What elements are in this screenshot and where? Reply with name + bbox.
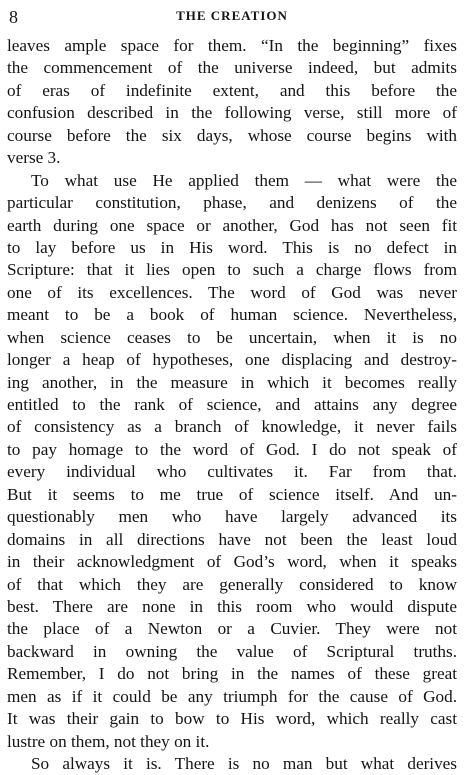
text-line: the commencement of the universe indeed, but admits	[7, 58, 457, 78]
page-number: 8	[9, 7, 18, 27]
text-line: confusion described in the following verse, still more of	[7, 103, 457, 123]
text-line: verse 3.	[7, 148, 61, 168]
text-line: men as if it could be any triumph for the cause of God.	[7, 686, 457, 706]
text-line: domains in all directions have not been the least loud	[7, 529, 457, 549]
running-head	[0, 4, 464, 26]
text-line: particular constitution, phase, and denizens of the	[7, 193, 457, 213]
text-line: lustre on them, not they on it.	[7, 731, 210, 751]
text-line: Remember, I do not bring in the names of these great	[7, 664, 457, 684]
text-line: backward in owning the value of Scriptural truths.	[7, 641, 457, 661]
text-line: So always it is. There is no man but what derives	[31, 754, 457, 773]
text-line: But it seems to me true of science itself. And un-	[7, 484, 457, 504]
text-line: of eras of indefinite extent, and this before the	[7, 80, 457, 100]
text-line: every individual who cultivates it. Far from that.	[7, 462, 457, 482]
text-line: one of its excellences. The word of God was never	[7, 282, 457, 302]
text-line: It was their gain to bow to His word, which really cast	[7, 709, 457, 729]
text-line: the place of a Newton or a Cuvier. They were not	[7, 619, 457, 639]
text-line: entitled to the rank of science, and attains any degree	[7, 395, 457, 414]
text-line: in their acknowledgment of God’s word, when it speaks	[7, 552, 457, 572]
text-line: best. There are none in this room who would dispute	[7, 596, 457, 616]
text-line: to lay before us in His word. This is no defect in	[7, 237, 457, 257]
text-line: ing another, in the measure in which it becomes really	[7, 372, 457, 392]
running-title: THE CREATION	[176, 8, 288, 23]
text-line: To what use He applied them — what were the	[31, 170, 457, 190]
body-text	[7, 35, 457, 775]
text-line: leaves ample space for them. “In the beginning” fixes	[7, 36, 457, 55]
text-line: meant to be a book of human science. Nevertheless,	[7, 305, 457, 325]
text-line: Scripture: that it lies open to such a charge flows from	[7, 260, 457, 280]
text-line: when science ceases to be uncertain, when it is no	[7, 327, 457, 347]
text-line: course before the six days, whose course begins with	[7, 125, 457, 145]
text-line: longer a heap of hypotheses, one displacing and destroy-	[7, 350, 457, 370]
text-line: earth during one space or another, God has not seen fit	[7, 215, 457, 235]
text-line: of that which they are generally considered to know	[7, 574, 457, 594]
text-line: of consistency as a branch of knowledge, it never fails	[7, 417, 457, 437]
text-line: to pay homage to the word of God. I do not speak of	[7, 439, 457, 459]
text-line: questionably men who have largely advanced its	[7, 507, 457, 527]
